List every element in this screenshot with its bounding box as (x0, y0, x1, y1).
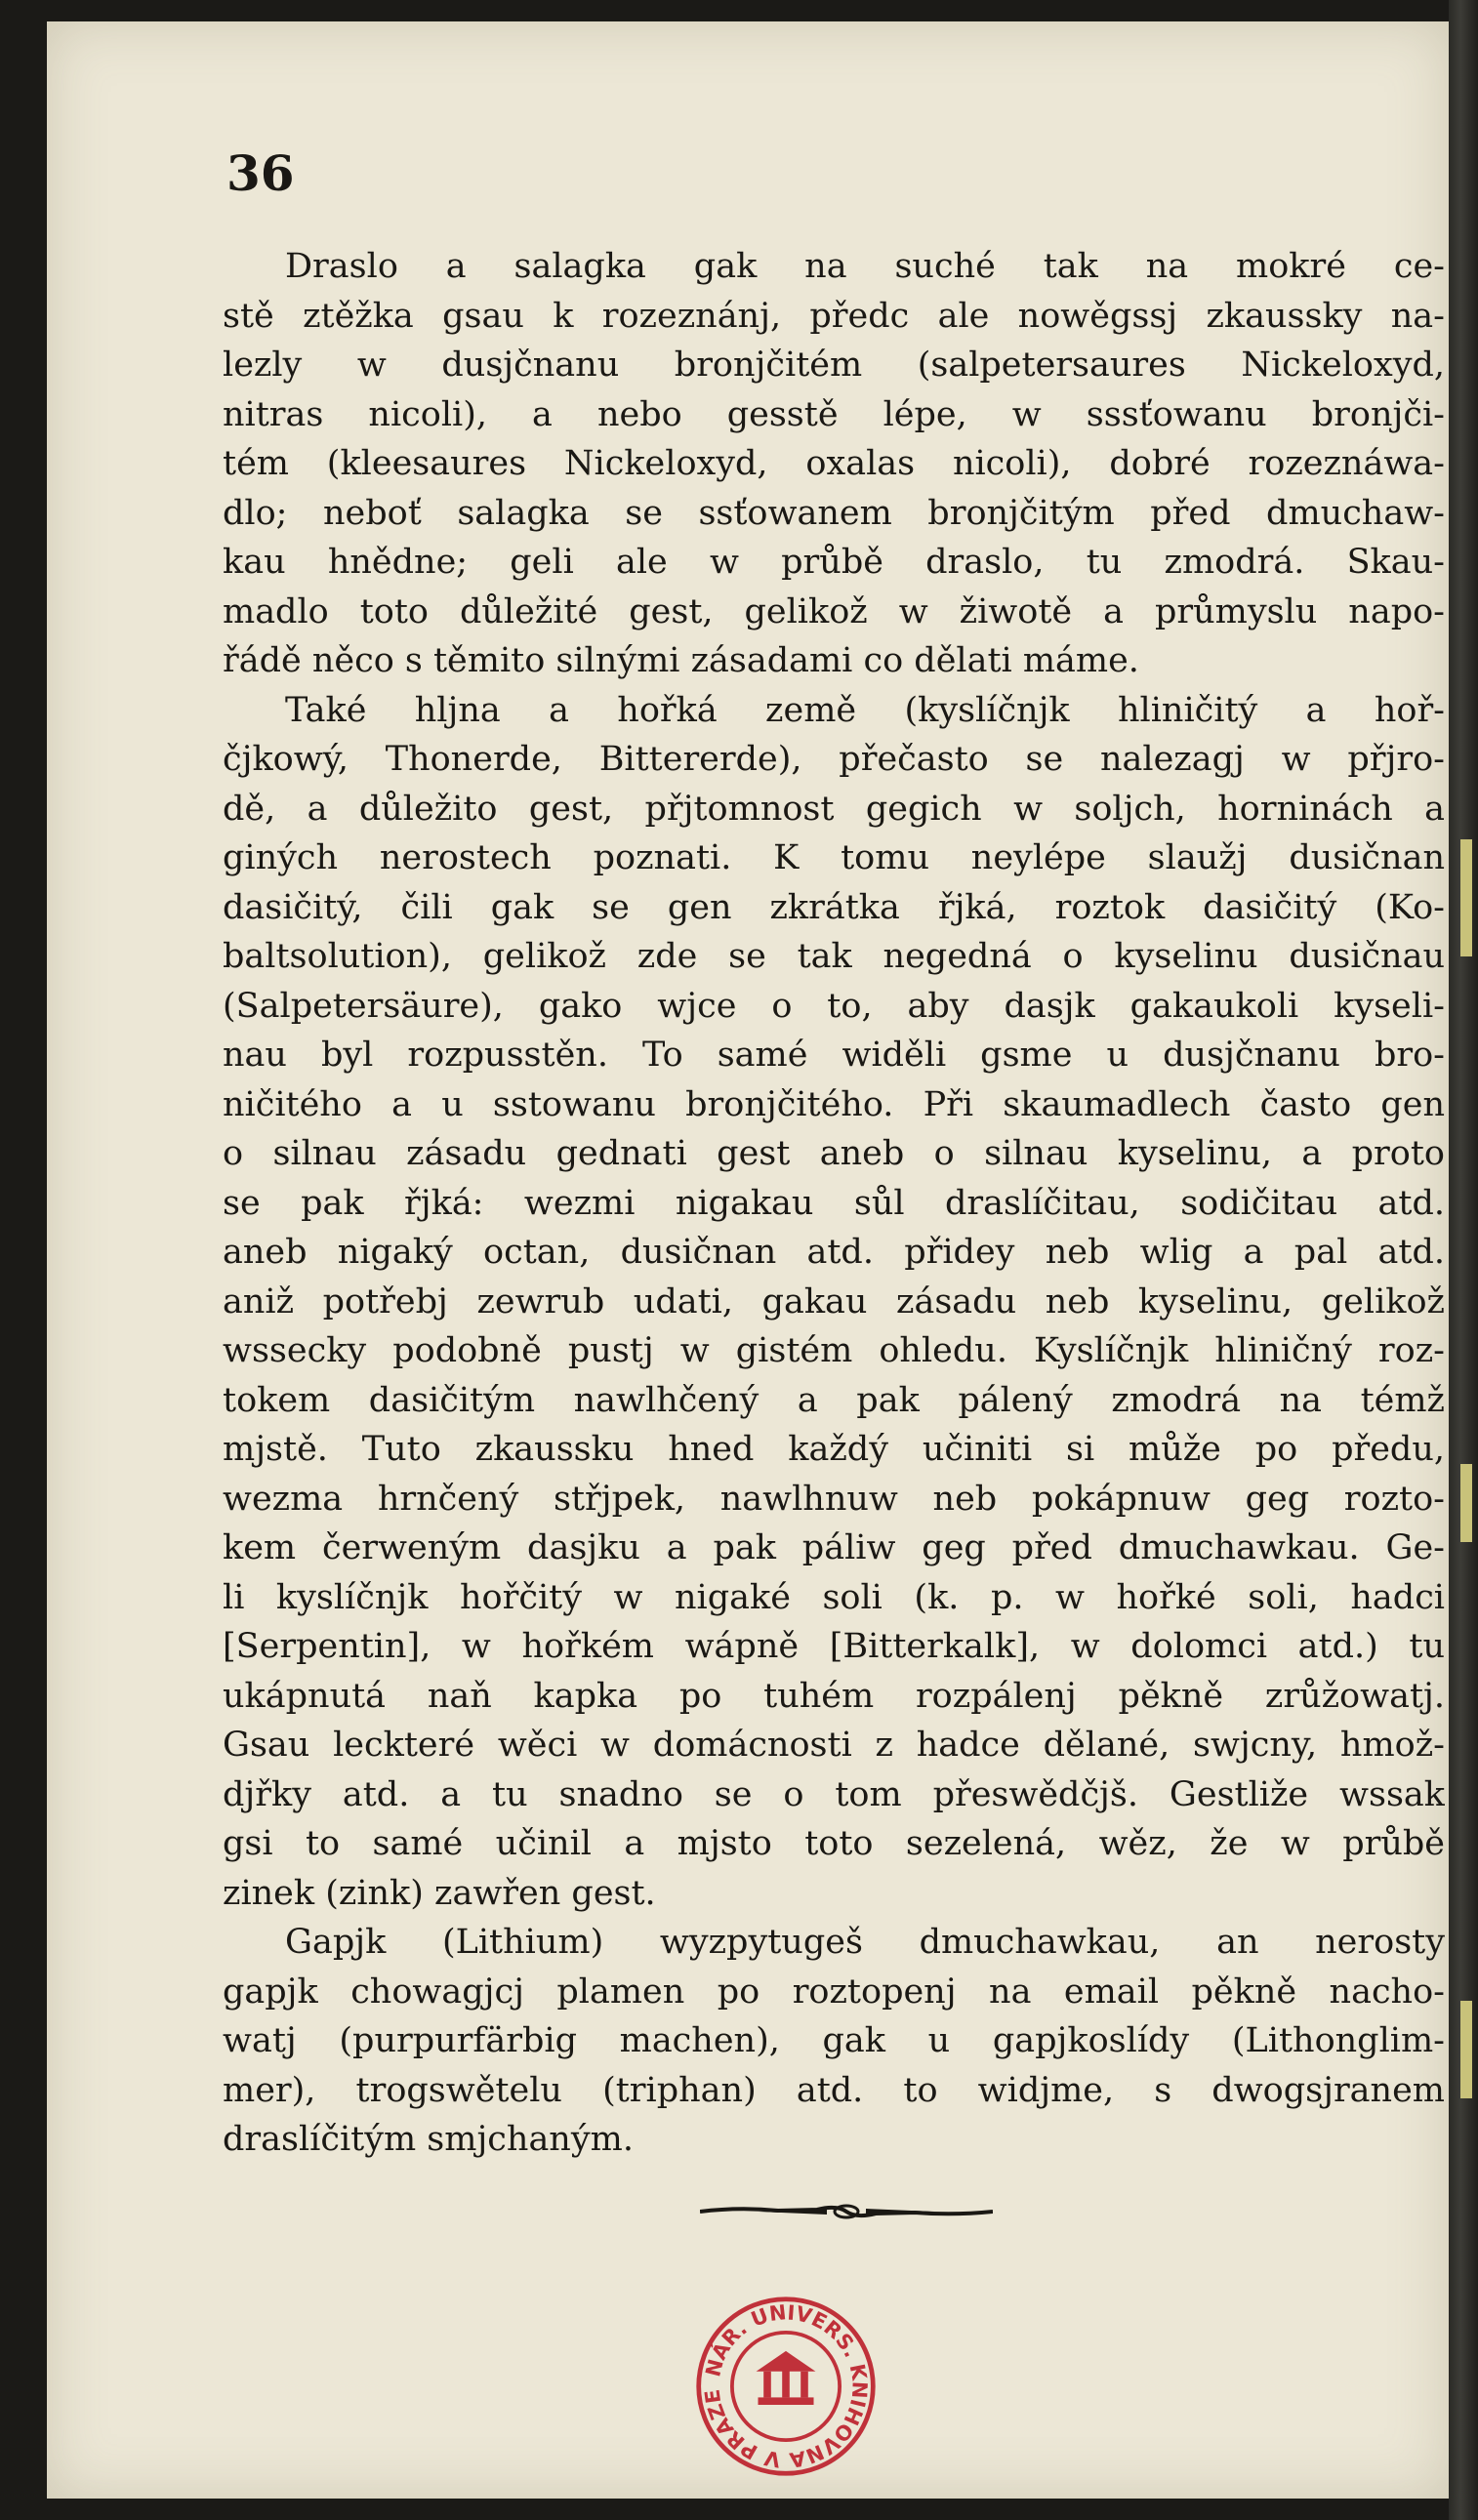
text-line: Draslo a salagka gak na suché tak na mokré ce- (285, 247, 1445, 286)
text-line: giných nerostech poznati. K tomu neylépe slaužj dusičnan (223, 838, 1445, 877)
text-line: se pak řjká: wezmi nigakau sůl draslíčitau, sodičitau atd. (223, 1183, 1445, 1223)
page-number: 36 (226, 144, 295, 202)
text-line: zinek (zink) zawřen gest. (223, 1873, 656, 1913)
text-line: kem čerweným dasjku a pak páliw geg před dmuchawkau. Ge- (223, 1528, 1445, 1567)
text-line: wssecky podobně pustj w gistém ohledu. Kyslíčnjk hliničný roz- (223, 1331, 1445, 1370)
text-line: Také hljna a hořká země (kyslíčnjk hliničitý a hoř- (285, 690, 1445, 730)
text-line: Gapjk (Lithium) wyzpytugeš dmuchawkau, an nerosty (285, 1923, 1445, 1962)
text-line: nitras nicoli), a nebo gesstě lépe, w sssťowanu bronjči- (223, 394, 1445, 434)
library-stamp (693, 2294, 879, 2479)
text-line: Gsau leckteré wěci w domácnosti z hadce dělané, swjcny, hmož- (223, 1726, 1445, 1765)
text-line: lezly w dusjčnanu bronjčitém (salpetersaures Nickeloxyd, (223, 345, 1445, 385)
text-line: wezma hrnčený střjpek, nawlhnuw neb pokápnuw geg rozto- (223, 1479, 1445, 1519)
text-line: řádě něco s těmito silnými zásadami co dělati máme. (223, 641, 1139, 680)
body-text (223, 242, 1445, 2165)
text-line: mjstě. Tuto zkaussku hned každý učiniti si může po předu, (223, 1430, 1445, 1469)
svg-text:NÁR. UNIVERS. KNIHOVNA V PRAZE: NÁR. UNIVERS. KNIHOVNA V PRAZE (700, 2300, 872, 2472)
scan-edge-mark (1460, 1464, 1472, 1542)
text-line: dě, a důležito gest, přjtomnost gegich w soljch, horninách a (223, 789, 1445, 829)
text-line: (Salpetersäure), gako wjce o to, aby dasjk gakaukoli kyseli- (223, 986, 1445, 1026)
text-line: gsi to samé učinil a mjsto toto sezelená, wěz, že w průbě (223, 1824, 1445, 1863)
scan-edge (1449, 0, 1478, 2520)
text-line: stě ztěžka gsau k rozeznánj, předc ale nowěgssj zkaussky na- (223, 296, 1445, 336)
text-line: li kyslíčnjk hořčitý w nigaké soli (k. p. w hořké soli, hadci (223, 1577, 1445, 1617)
text-line: čjkowý, Thonerde, Bittererde), přečasto se nalezagj w přjro- (223, 740, 1445, 779)
text-line: madlo toto důležité gest, gelikož w žiwotě a průmyslu napo- (223, 591, 1445, 631)
text-line: gapjk chowagjcj plamen po roztopenj na email pěkně nacho- (223, 1971, 1445, 2012)
text-line: dlo; neboť salagka se ssťowanem bronjčitým před dmuchaw- (223, 493, 1445, 533)
text-line: aneb nigaký octan, dusičnan atd. přidey neb wlig a pal atd. (223, 1233, 1445, 1272)
text-line: dasičitý, čili gak se gen zkrátka řjká, roztok dasičitý (Ko- (223, 887, 1445, 927)
text-line: mer), trogswětelu (triphan) atd. to widjme, s dwogsjranem (223, 2070, 1445, 2110)
text-line: tém (kleesaures Nickeloxyd, oxalas nicoli), dobré rozeznáwa- (223, 444, 1445, 483)
text-line: ničitého a u sstowanu bronjčitého. Při skaumadlech často gen (223, 1084, 1445, 1124)
text-line: o silnau zásadu gednati gest aneb o silnau kyselinu, a proto (223, 1134, 1445, 1173)
text-line: baltsolution), gelikož zde se tak negedná o kyselinu dusičnau (223, 937, 1445, 976)
text-line: watj (purpurfärbig machen), gak u gapjkoslídy (Lithonglim- (223, 2021, 1445, 2060)
text-line: draslíčitým smjchaným. (223, 2120, 634, 2159)
text-line: aniž potřebj zewrub udati, gakau zásadu neb kyselinu, gelikož (223, 1281, 1445, 1321)
ornament-divider (700, 2197, 993, 2226)
text-line: [Serpentin], w hořkém wápně [Bitterkalk], w dolomci atd.) tu (223, 1627, 1445, 1666)
scan-edge-mark (1460, 839, 1472, 956)
text-line: tokem dasičitým nawlhčený a pak pálený zmodrá na témž (223, 1380, 1445, 1420)
text-line: djřky atd. a tu snadno se o tom přeswědčjš. Gestliže wssak (223, 1774, 1445, 1814)
text-line: nau byl rozpusstěn. To samé widěli gsme u dusjčnanu bro- (223, 1036, 1445, 1075)
text-line: ukápnutá naň kapka po tuhém rozpálenj pěkně zrůžowatj. (223, 1676, 1445, 1716)
scan-edge-mark (1460, 2001, 1472, 2098)
text-line: kau hnědne; geli ale w průbě draslo, tu zmodrá. Skau- (223, 543, 1445, 582)
